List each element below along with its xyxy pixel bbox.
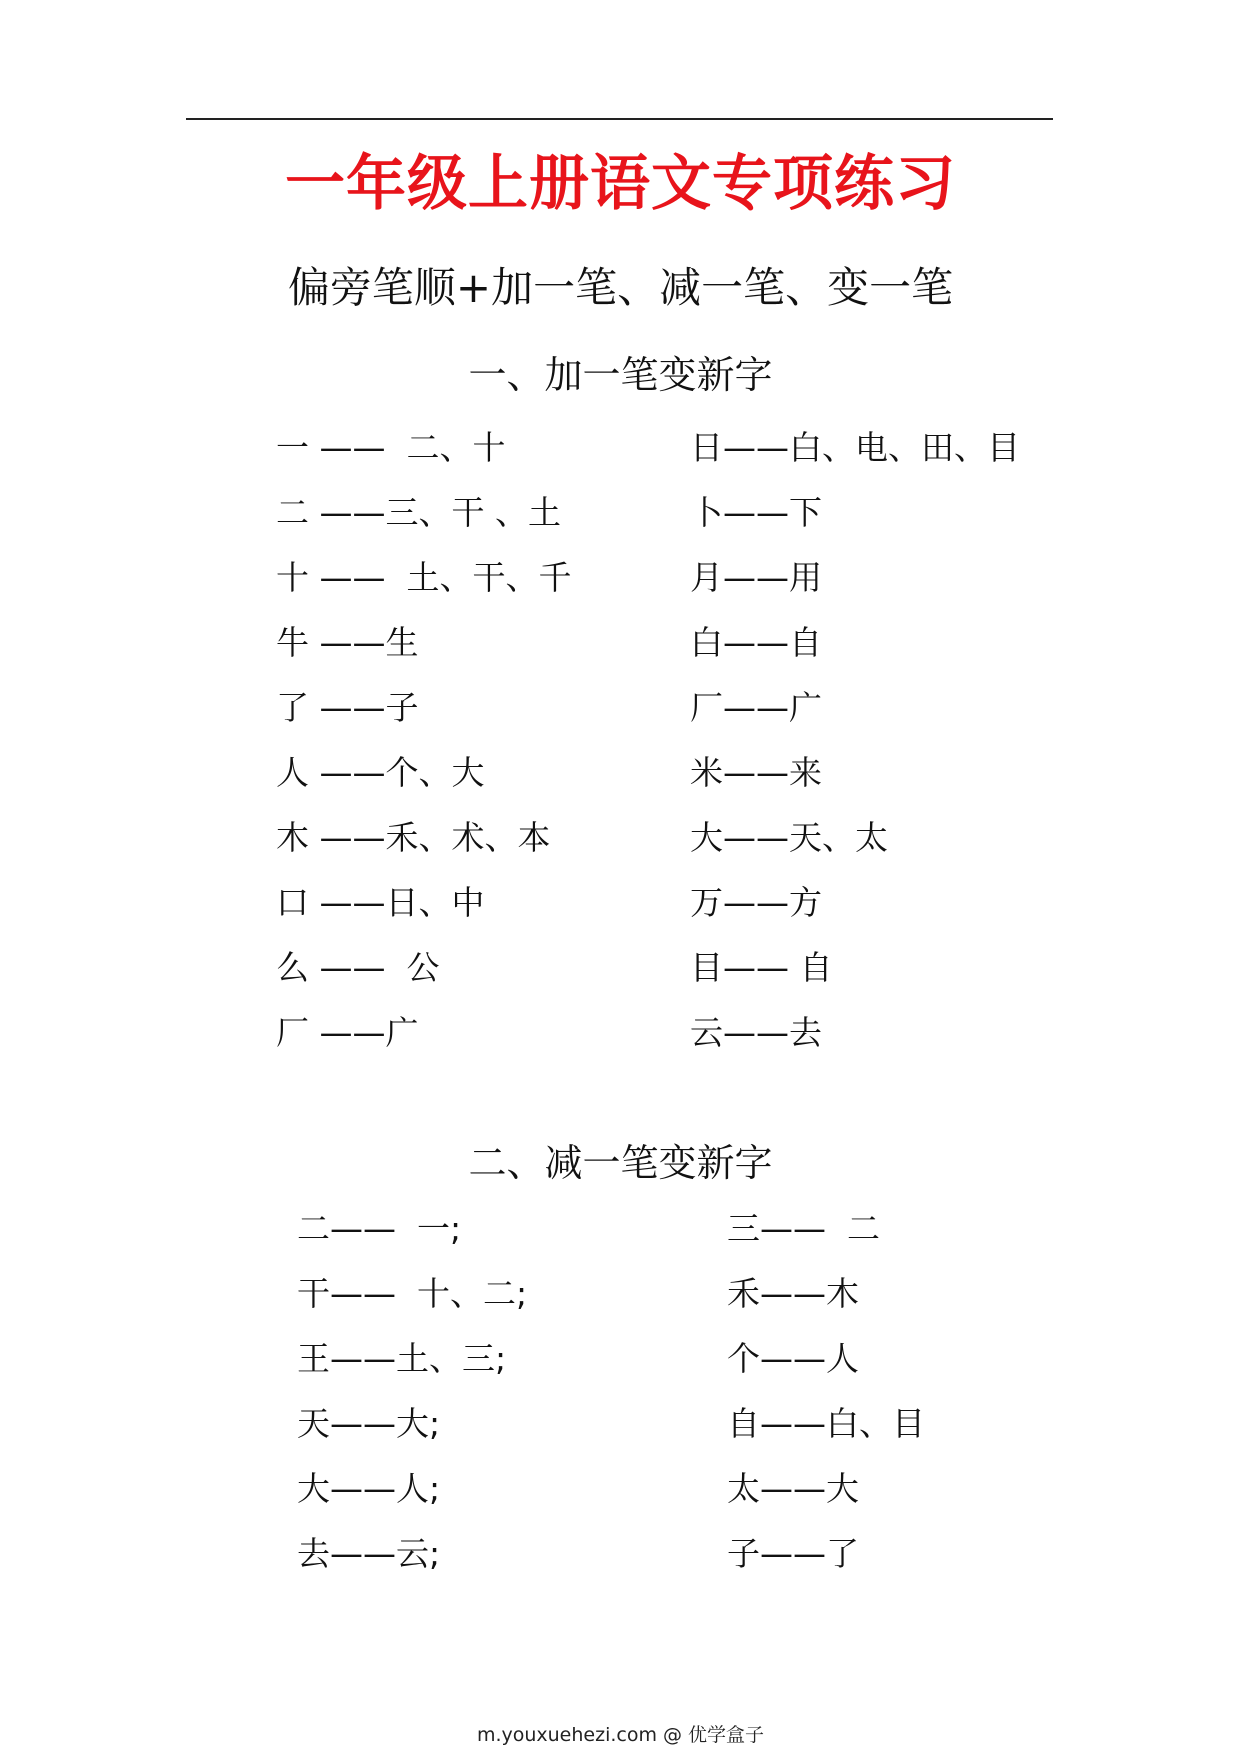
- list-item: 米——来: [690, 753, 822, 792]
- list-item: 自——白、目: [727, 1404, 925, 1443]
- list-item: 天——大;: [297, 1404, 441, 1443]
- list-item: 三—— 二: [727, 1209, 880, 1248]
- list-item: 牛 ——生: [276, 623, 419, 662]
- list-item: 太——大: [727, 1469, 859, 1508]
- list-item: 了 ——子: [276, 688, 419, 727]
- list-item: 厂——广: [690, 688, 822, 727]
- list-item: 白——自: [690, 623, 822, 662]
- list-item: 干—— 十、二;: [297, 1274, 528, 1313]
- list-item: 二 ——三、干 、土: [276, 493, 561, 532]
- list-item: 王——土、三;: [297, 1339, 507, 1378]
- top-divider: [186, 118, 1053, 120]
- list-item: 月——用: [690, 558, 822, 597]
- remove-list-left: [297, 1207, 527, 1597]
- list-item: 口 ——日、中: [276, 883, 485, 922]
- list-item: 么 —— 公: [276, 948, 440, 987]
- list-item: 禾——木: [727, 1274, 859, 1313]
- list-item: 个——人: [727, 1339, 859, 1378]
- list-item: 万——方: [690, 883, 822, 922]
- list-item: 木 ——禾、术、本: [276, 818, 551, 857]
- list-item: 大——人;: [297, 1469, 441, 1508]
- list-item: 一 —— 二、十: [276, 428, 506, 467]
- list-item: 十 —— 土、干、千: [276, 558, 572, 597]
- list-item: 大——天、太: [690, 818, 888, 857]
- page-subtitle: 偏旁笔顺+加一笔、减一笔、变一笔: [287, 263, 954, 312]
- page-title: 一年级上册语文专项练习: [285, 149, 956, 219]
- list-item: 目—— 自: [690, 948, 833, 987]
- list-item: 子——了: [727, 1534, 859, 1573]
- list-item: 卜——下: [690, 493, 822, 532]
- list-item: 日——白、电、田、目: [690, 428, 1020, 467]
- section-remove-heading: 二、减一笔变新字: [468, 1141, 773, 1185]
- list-item: 二—— 一;: [297, 1209, 462, 1248]
- add-list-right: [690, 426, 1020, 1076]
- list-item: 云——去: [690, 1013, 822, 1052]
- section-add-heading: 一、加一笔变新字: [468, 353, 773, 397]
- list-item: 人 ——个、大: [276, 753, 485, 792]
- footer-source: m.youxuehezi.com @ 优学盒子: [476, 1724, 765, 1746]
- add-list-left: [276, 426, 571, 1076]
- remove-list-right: [727, 1207, 925, 1597]
- list-item: 厂 ——广: [276, 1013, 419, 1052]
- list-item: 去——云;: [297, 1534, 441, 1573]
